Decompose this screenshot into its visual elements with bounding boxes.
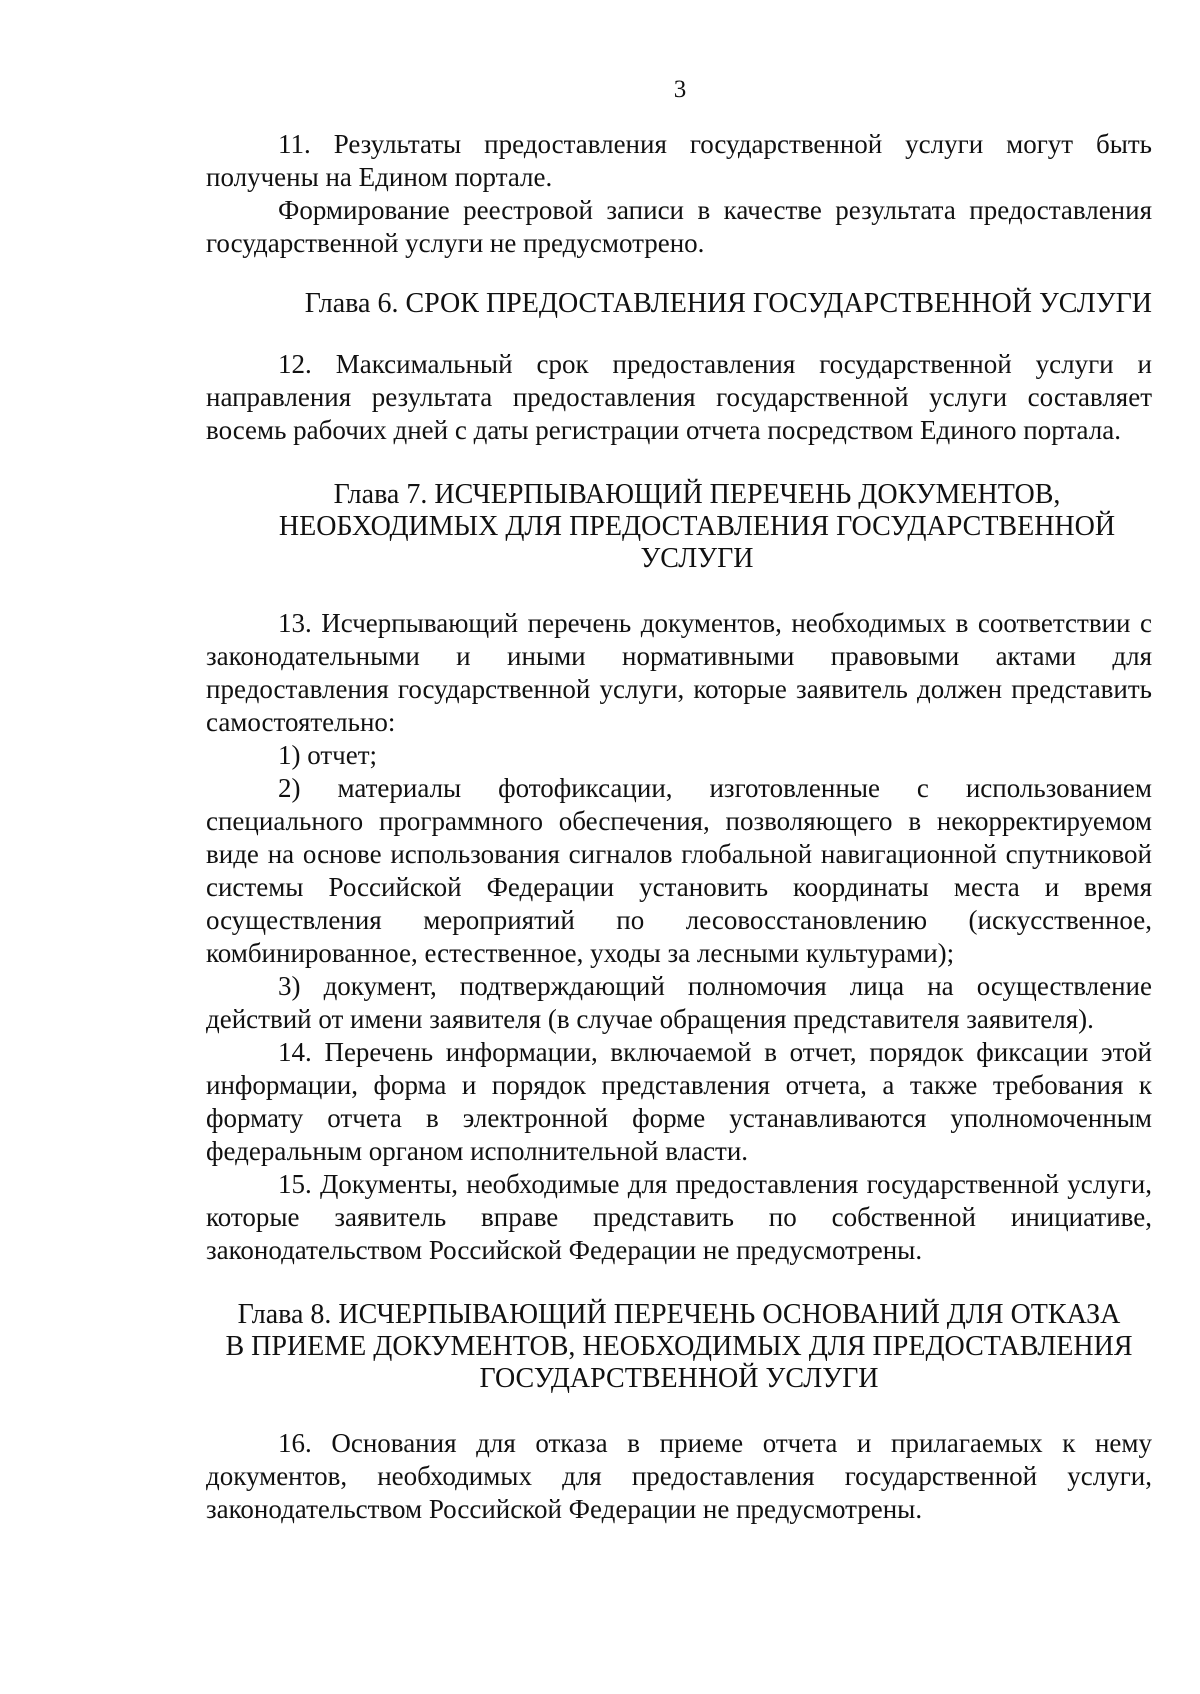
chapter-8-heading (206, 1299, 1152, 1395)
chapter-6-heading (206, 288, 1152, 320)
paragraph-11: 11. Результаты предоставления государственной услуги могут быть получены на Едином портале. (206, 129, 1152, 192)
chapter-6-title: Глава 6. СРОК ПРЕДОСТАВЛЕНИЯ ГОСУДАРСТВЕННОЙ УСЛУГИ (304, 288, 1152, 319)
page-number: 3 (673, 76, 687, 103)
paragraph-13-item-2: 2) материалы фотофиксации, изготовленные с использованием специального программного обеспечения, позволяющего в некорректируемом виде на основе использования сигналов глобальной навигационной спутниковой системы Российской Федерации установить координаты места и время осуществления мероприятий по лесовосстановлению (искусственное, комбинированное, естественное, уходы за лесными культурами); (206, 773, 1152, 968)
paragraph-13-item-3: 3) документ, подтверждающий полномочия лица на осуществление действий от имени заявителя (в случае обращения представителя заявителя). (206, 971, 1152, 1034)
paragraph-14: 14. Перечень информации, включаемой в отчет, порядок фиксации этой информации, форма и порядок представления отчета, а также требования к формату отчета в электронной форме устанавливаются уполномоченным федеральным органом исполнительной власти. (206, 1037, 1152, 1166)
chapter-8-title-line-1: Глава 8. ИСЧЕРПЫВАЮЩИЙ ПЕРЕЧЕНЬ ОСНОВАНИЙ ДЛЯ ОТКАЗА (237, 1299, 1121, 1330)
chapter-8-title-line-3: ГОСУДАРСТВЕННОЙ УСЛУГИ (479, 1363, 879, 1394)
chapter-7-title-line-3: УСЛУГИ (640, 543, 754, 574)
paragraph-12: 12. Максимальный срок предоставления государственной услуги и направления результата предоставления государственной услуги составляет восемь рабочих дней с даты регистрации отчета посредством Единого портала. (206, 349, 1152, 445)
document-body (206, 128, 1152, 1526)
chapter-7-title-line-1: Глава 7. ИСЧЕРПЫВАЮЩИЙ ПЕРЕЧЕНЬ ДОКУМЕНТОВ, (333, 479, 1061, 510)
chapter-8-title-line-2: В ПРИЕМЕ ДОКУМЕНТОВ, НЕОБХОДИМЫХ ДЛЯ ПРЕДОСТАВЛЕНИЯ (225, 1331, 1133, 1362)
chapter-7-heading (206, 479, 1152, 575)
paragraph-13: 13. Исчерпывающий перечень документов, необходимых в соответствии с законодательными и иными нормативными правовыми актами для предоставления государственной услуги, которые заявитель должен представить самостоятельно: (206, 608, 1152, 737)
paragraph-13-item-1: 1) отчет; (278, 740, 378, 770)
chapter-7-title-line-2: НЕОБХОДИМЫХ ДЛЯ ПРЕДОСТАВЛЕНИЯ ГОСУДАРСТВЕННОЙ (278, 511, 1116, 542)
paragraph-11-continued: Формирование реестровой записи в качестве результата предоставления государственной услуги не предусмотрено. (206, 195, 1152, 258)
paragraph-16: 16. Основания для отказа в приеме отчета и прилагаемых к нему документов, необходимых для предоставления государственной услуги, законодательством Российской Федерации не предусмотрены. (206, 1428, 1152, 1524)
paragraph-15: 15. Документы, необходимые для предоставления государственной услуги, которые заявитель вправе представить по собственной инициативе, законодательством Российской Федерации не предусмотрены. (206, 1169, 1152, 1265)
